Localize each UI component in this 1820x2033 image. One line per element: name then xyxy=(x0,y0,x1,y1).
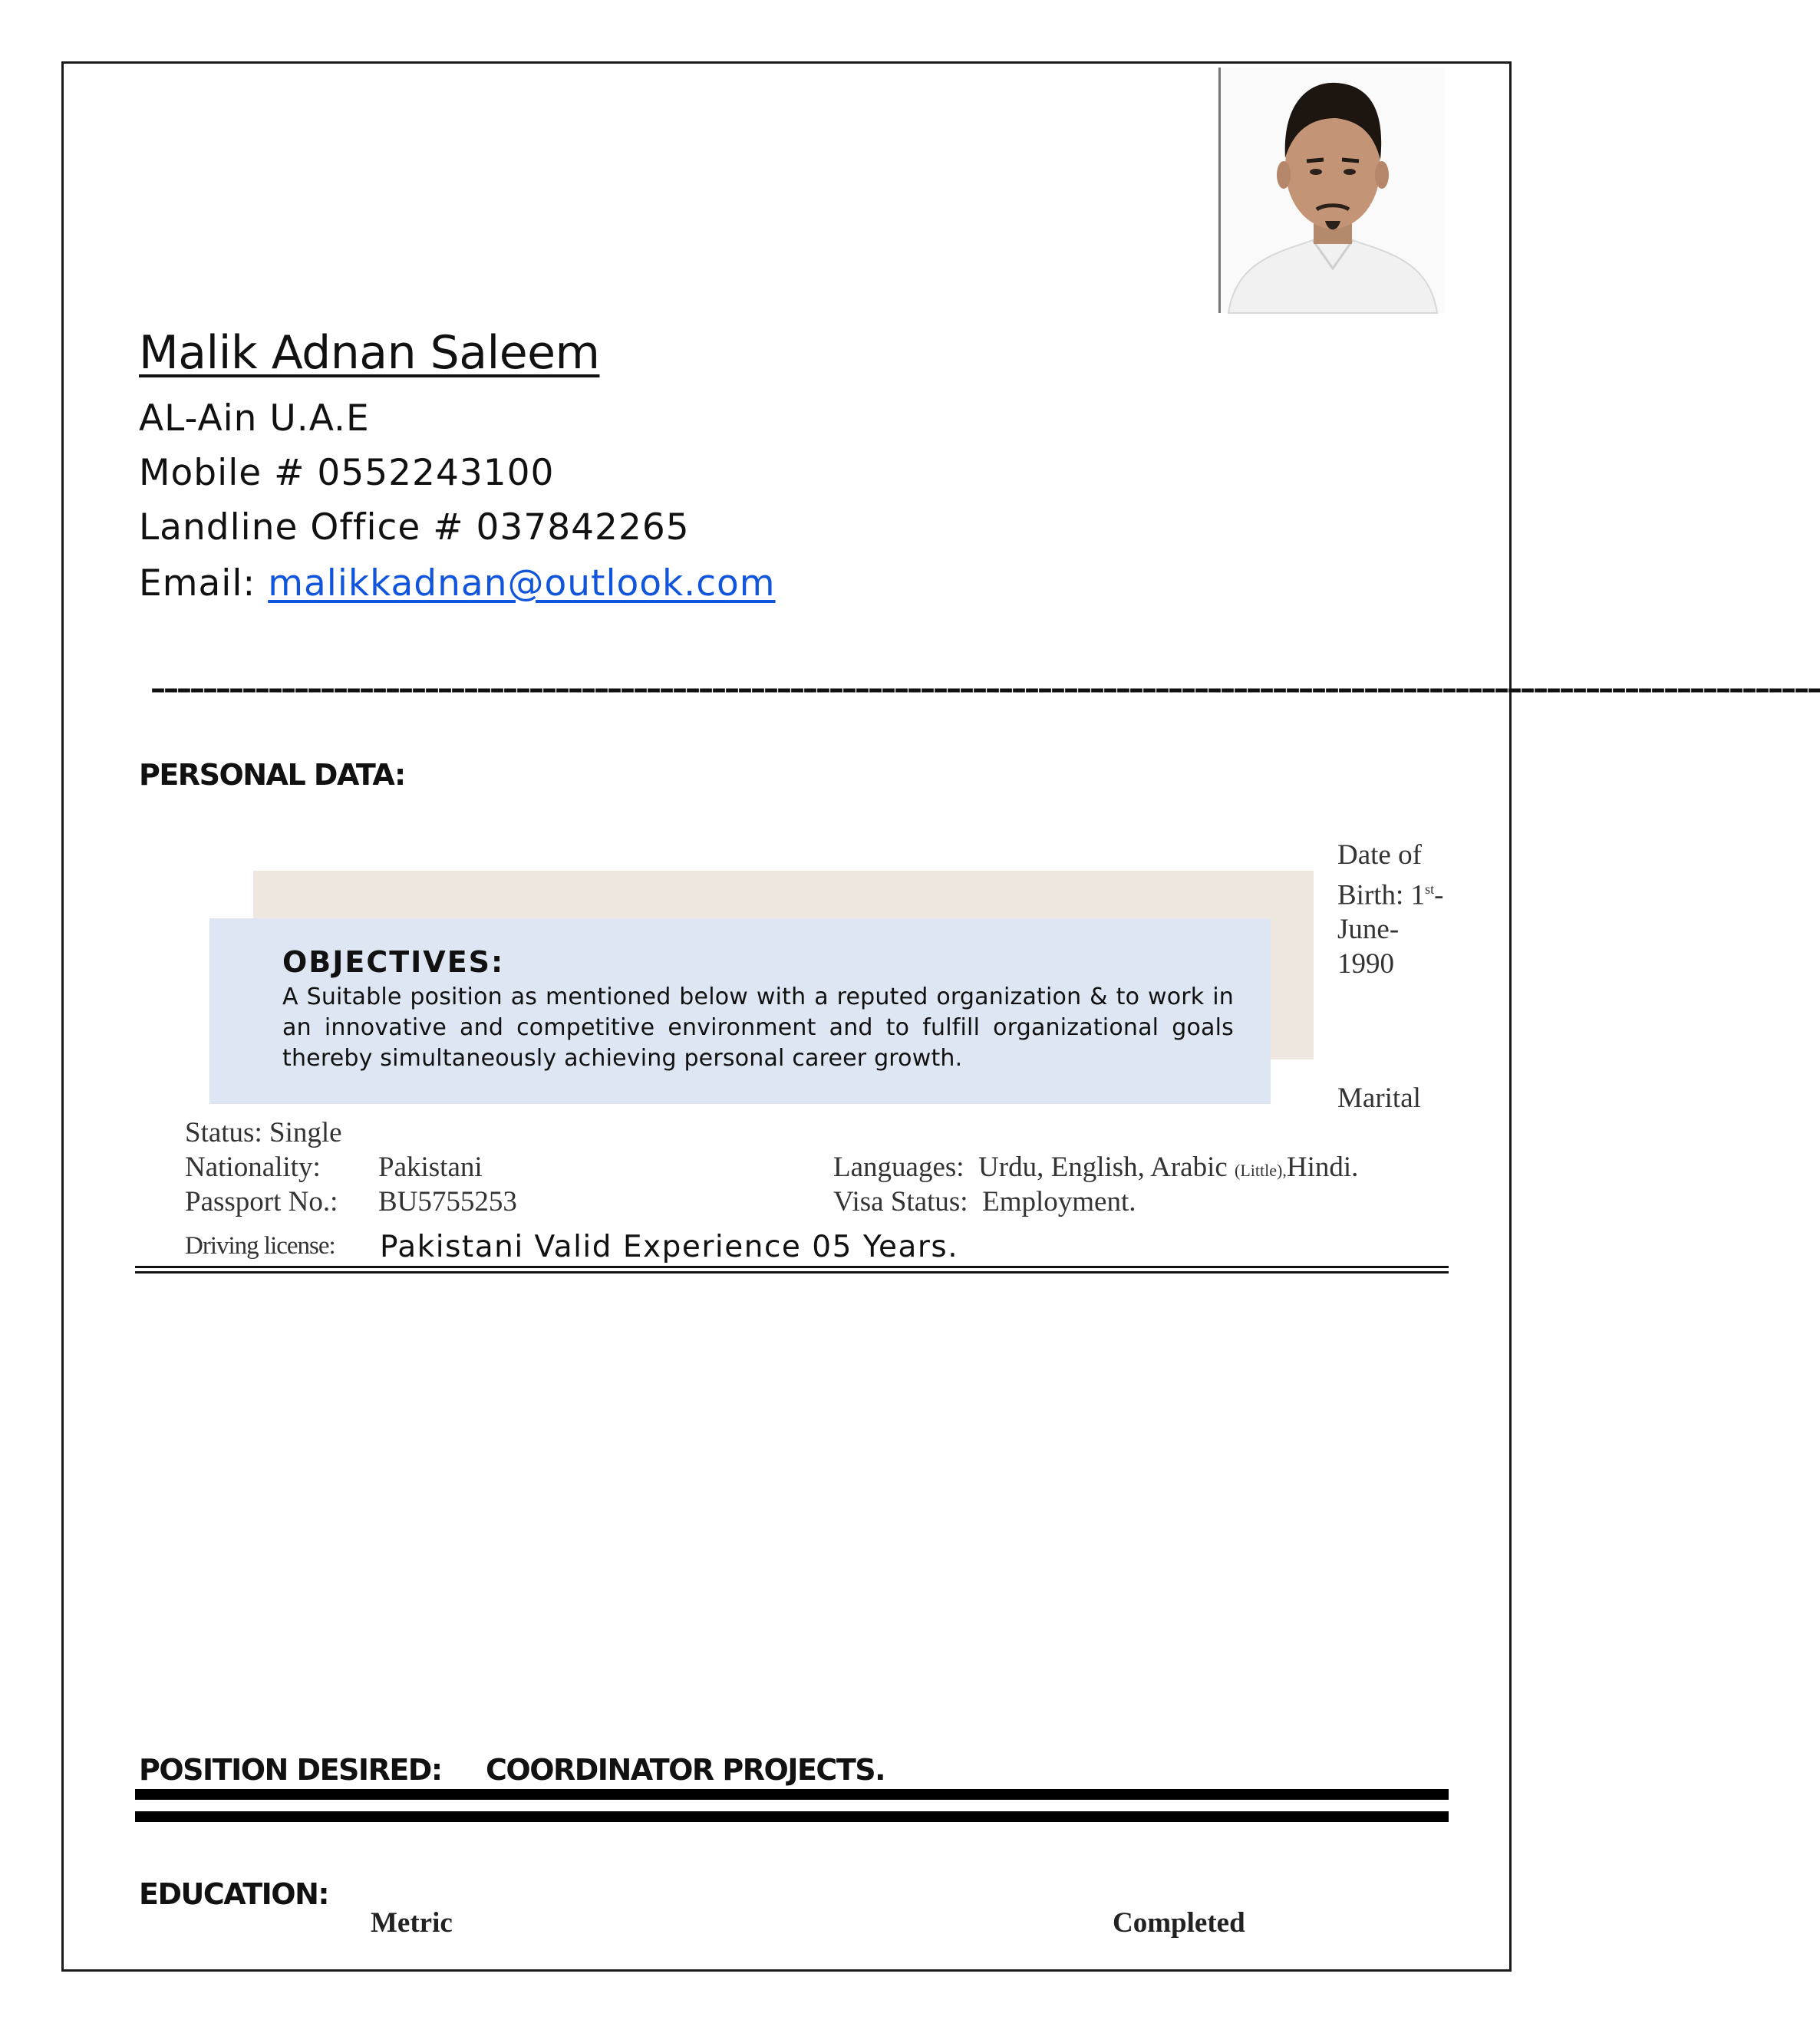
visa-label: Visa Status: xyxy=(833,1186,968,1217)
dob-label: Date of Birth: xyxy=(1337,839,1422,911)
marital-status: Status: Single xyxy=(185,1117,342,1148)
section-divider-upper xyxy=(135,1266,1449,1268)
landline-number: Landline Office # 037842265 xyxy=(139,506,690,549)
nationality-value: Pakistani xyxy=(378,1152,483,1183)
email-link[interactable]: malikkadnan@outlook.com xyxy=(268,562,776,605)
email-label: Email: xyxy=(139,562,269,605)
languages-value: Urdu, English, Arabic xyxy=(978,1152,1228,1183)
candidate-name: Malik Adnan Saleem xyxy=(139,326,600,380)
driving-license-label: Driving license: xyxy=(185,1232,335,1260)
date-of-birth xyxy=(1337,838,1452,981)
position-desired-label: POSITION DESIRED: xyxy=(139,1753,442,1787)
languages-line xyxy=(833,1151,1358,1184)
visa-line xyxy=(833,1185,1136,1218)
mobile-number: Mobile # 0552243100 xyxy=(139,452,555,494)
profile-photo xyxy=(1218,68,1445,313)
nationality-label: Nationality: xyxy=(185,1152,321,1183)
education-level: Metric xyxy=(371,1907,453,1939)
objectives-text: A Suitable position as mentioned below with a reputed organization & to work in an innovative and competitive environment and to fulfill organizational goals thereby simultaneously achieving personal career growth. xyxy=(282,984,1234,1072)
objectives-title: OBJECTIVES: xyxy=(282,945,505,979)
dashed-separator: –––––––––––––––––––––––––––––––––––––––––––––––––––––––––––––––––––––––––––––––––––––––––––––––––––––––––––––––––––––––––––––––– xyxy=(150,671,1820,707)
languages-extra: Hindi. xyxy=(1286,1152,1359,1183)
dob-suffix: st xyxy=(1425,881,1435,897)
languages-note: (Little), xyxy=(1235,1161,1287,1180)
education-heading: EDUCATION: xyxy=(139,1877,329,1911)
passport-value: BU5755253 xyxy=(378,1186,517,1217)
section-divider-lower xyxy=(135,1271,1449,1274)
dob-rest: -June-1990 xyxy=(1337,879,1444,980)
location: AL-Ain U.A.E xyxy=(139,397,370,440)
dob-day: 1 xyxy=(1410,879,1426,911)
education-status: Completed xyxy=(1113,1907,1245,1939)
languages-label: Languages: xyxy=(833,1152,964,1183)
driving-license-value: Pakistani Valid Experience 05 Years. xyxy=(380,1230,959,1264)
person-photo-icon xyxy=(1221,68,1445,313)
marital-label: Marital xyxy=(1337,1082,1421,1114)
personal-data-heading: PERSONAL DATA: xyxy=(139,758,405,792)
email-line xyxy=(139,562,776,605)
visa-value: Employment. xyxy=(982,1186,1136,1217)
thick-divider-lower xyxy=(135,1811,1449,1822)
thick-divider-upper xyxy=(135,1789,1449,1800)
position-desired-value: COORDINATOR PROJECTS. xyxy=(486,1753,885,1787)
passport-label: Passport No.: xyxy=(185,1186,338,1217)
